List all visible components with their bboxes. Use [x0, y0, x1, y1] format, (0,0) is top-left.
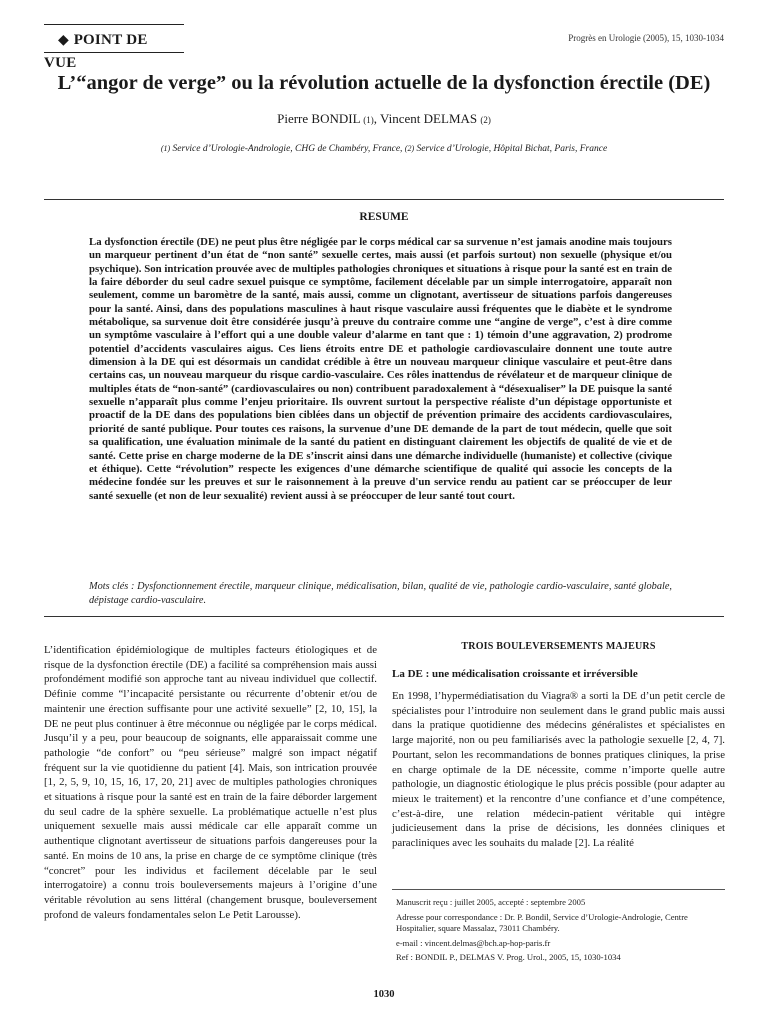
article-title: L’“angor de verge” ou la révolution actuelle de la dysfonction érectile (DE) [57, 72, 711, 94]
abstract-rule-top [44, 199, 724, 200]
affil-number: (1) [160, 144, 171, 153]
section-label [44, 29, 184, 71]
section-rule-bottom [44, 52, 184, 53]
diamond-icon: ◆ [58, 33, 69, 48]
author-separator: , [373, 111, 381, 126]
body-left-column: L’identification épidémiologique de multiples facteurs étiologiques et de risque de la dysfonction érectile (DE) a facilité sa compréhension mais aussi profondément modifié son approche tant au niveau individuel que collectif. Définie comme “l’incapacité persistante ou récurrente d’obtenir et/ou de maintenir une érection suffisante pour une activité sexuelle” [2, 10, 15], la DE ne peut plus continuer à être méconnue ou négligée par le corps médical. Jusqu’il y a peu, pour beaucoup de soignants, elle apparaissait comme une pathologie “de confort” ou “peu sérieuse” malgré son impact négatif fréquent sur la vie quotidienne du patient [4]. Mais, son intrication prouvée [1, 2, 5, 9, 10, 15, 16, 17, 20, 21] avec de multiples pathologies chroniques et situations à risque pour la santé est en train de la faire déborder largement du seul cadre de la sphère sexuelle. La problématique actuelle n’est plus uniquement sexuelle mais aussi médicale car elle apparaît comme un authentique clignotant avertisseur de situations parfois dangereuses pour la santé. En moins de 10 ans, la prise en charge de ce symptôme clinique (très “concret” pour les individus et facilement décelable par le seul interrogatoire) a connu trois bouleversements majeurs à l’origine d’une véritable révolution au sens littéral (changement brusque, bouleversement profond de valeurs fondamentales selon Le Petit Larousse). [44, 644, 377, 921]
footnotes [396, 897, 726, 967]
author-line [0, 111, 768, 127]
affil-text: Service d’Urologie-Andrologie, CHG de Chambéry, France, [170, 144, 405, 154]
footnote-address: Adresse pour correspondance : Dr. P. Bondil, Service d’Urologie-Andrologie, Centre Hospitalier, square Massalaz, 73011 Chambéry. [396, 911, 688, 933]
author-name: Vincent DELMAS [380, 111, 478, 126]
footnote-rule [392, 889, 725, 890]
section-rule-top [44, 24, 184, 25]
author-name: Pierre BONDIL [277, 111, 361, 126]
page-number: 1030 [373, 989, 395, 1000]
author-affil-number: (2) [480, 115, 491, 125]
section-label-initial: P [73, 32, 83, 48]
journal-reference: Progrès en Urologie (2005), 15, 1030-1034 [568, 33, 724, 43]
footnote-received: Manuscrit reçu : juillet 2005, accepté : septembre 2005 [396, 897, 586, 907]
body-right-column: En 1998, l’hypermédiatisation du Viagra® a sorti la DE d’un petit cercle de spécialistes pour l’introduire non seulement dans le grand public mais aussi dans la pratique quotidienne des médecins généralistes et spécialistes en large majorité, non ou peu familiarisés avec la pathologie sexuelle [2, 4, 7]. Pourtant, selon les recommandations de bonnes pratiques cliniques, la prise en charge optimale de la DE nécessite, comme n’importe quelle autre pathologie, un diagnostic étiologique le plus précis possible (pour adapter au mieux le traitement) et la rencontre d’une confiance et d’une compétence, c’est-à-dire, une relation médecin-patient véritable qui intègre judicieusement dans la prise de décisions, les données cliniques et paracliniques avec les souhaits du malade [2]. La réalité [392, 690, 725, 850]
affiliations [0, 144, 768, 154]
affil-text: Service d’Urologie, Hôpital Bichat, Paris, France [414, 144, 608, 154]
affil-number: (2) [404, 144, 415, 153]
section-label-rest: OINT DE VUE [44, 32, 148, 71]
section-heading: TROIS BOULEVERSEMENTS MAJEURS [461, 641, 656, 652]
abstract-rule-bottom [44, 616, 724, 617]
author-affil-number: (1) [363, 115, 374, 125]
abstract-heading: RESUME [359, 211, 409, 223]
footnote-email: e-mail : vincent.delmas@bch.ap-hop-paris.fr [396, 937, 551, 948]
footnote-reference: Ref : BONDIL P., DELMAS V. Prog. Urol., 2005, 15, 1030-1034 [396, 952, 621, 962]
abstract-text: La dysfonction érectile (DE) ne peut plus être négligée par le corps médical car sa survenue n’est jamais anodine mais toujours un marqueur pertinent d’un état de “non santé” sexuelle certes, mais aussi (et parfois surtout) non sexuelle (physique et/ou psychique). Son intrication prouvée avec de multiples pathologies chroniques et situations à risque pour la santé est en train de la faire déborder du seul cadre sexuel puisque ce symptôme, facilement décelable par un simple interrogatoire, apparaît non seulement, comme un baromètre de la santé, mais aussi, comme un clignotant, avertisseur de situations parfois dangereuses pour la santé. Ainsi, dans des populations masculines à haut risque vasculaire aussi fréquentes que le diabète et le syndrome métabolique, sa survenue doit être considérée jusqu’à preuve du contraire comme une “angine de verge”, c’est à dire comme un symptôme vasculaire à l’effort qui a une double valeur d’alarme en tant que : 1) témoin d’une aggravation, 2) prodrome potentiel d’accidents vasculaires aigus. Ces liens étroits entre DE et pathologie cardiovasculaire donnent une toute autre dimension à la DE qui est désormais un candidat crédible à être un nouveau marqueur clinique vasculaire et peut-être dans certains cas, un nouveau marqueur du risque cardio-vasculaire. Ces rôles inattendus de révélateur et de marqueur clinique de multiples états de “non-santé” (cardiovasculaires ou non) contribuent paradoxalement à “désexualiser” la DE puisque la santé sexuelle n’apparaît plus comme l’enjeu prioritaire. Ils ouvrent surtout la perspective réaliste d’un dépistage opportuniste et proactif de la DE dans des populations bien ciblées dans un objectif de prévention primaire des accidents cardiovasculaires, priorité de santé publique. Pour toutes ces raisons, la survenue d’une DE demande de la part de tout médecin, quelle que soit sa qualification, une évaluation minimale de la santé du patient en distinguant clairement les objectifs de qualité de vie et de santé. Cette prise en charge moderne de la DE s’inscrit ainsi dans une démarche individuelle (humaniste) et collective (civique et éthique). Cette “révolution” respecte les exigences d'une démarche scientifique de qualité qui associe les concepts de la médecine fondée sur les preuves et sur le raisonnement à la preuve d'un service rendu au patient car se préoccuper de leur santé sexuelle (et non de leur sexualité) revient aussi à se préoccuper de leur santé tout court. [89, 236, 672, 502]
subsection-heading: La DE : une médicalisation croissante et irréversible [392, 668, 638, 680]
keywords: Mots clés : Dysfonctionnement érectile, marqueur clinique, médicalisation, bilan, qualité de vie, pathologie cardio-vasculaire, santé globale, dépistage cardio-vasculaire. [89, 581, 672, 606]
